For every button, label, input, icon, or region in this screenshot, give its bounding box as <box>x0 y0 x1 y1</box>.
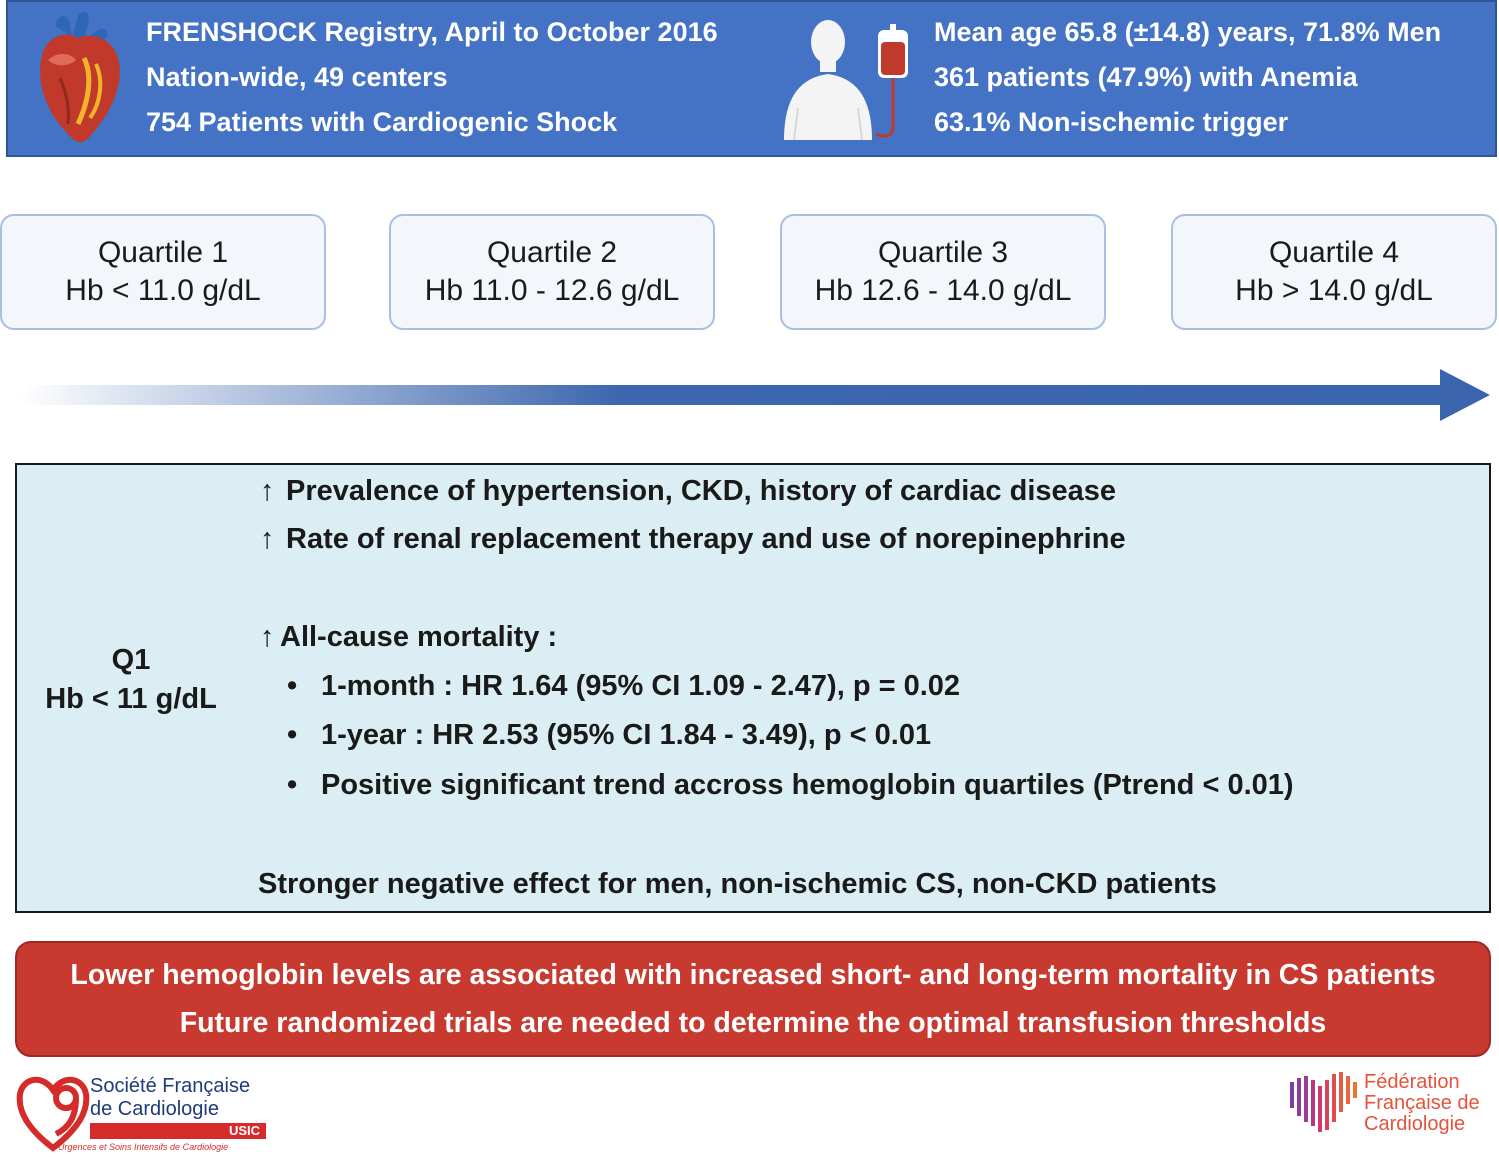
conclusion-line: Future randomized trials are needed to determine the optimal transfusion thresholds <box>179 1007 1327 1039</box>
mortality-bullet <box>287 719 931 752</box>
sfc-logo <box>14 1066 278 1156</box>
ffc-name-line: Française de <box>1364 1092 1480 1114</box>
bullet-text: Positive significant trend accross hemoglobin quartiles (Ptrend < 0.01) <box>321 769 1294 801</box>
header-line: 754 Patients with Cardiogenic Shock <box>146 107 618 137</box>
arrow-up-icon: ↑ <box>260 621 275 653</box>
registry-info <box>146 10 718 145</box>
increase-text: Prevalence of hypertension, CKD, history of cardiac disease <box>286 475 1117 507</box>
blood-bag-icon <box>864 24 924 142</box>
quartile-range: Hb > 14.0 g/dL <box>1235 274 1433 307</box>
q1-label <box>31 641 231 719</box>
ffc-name-line: Cardiologie <box>1364 1113 1466 1135</box>
q1-range: Hb < 11 g/dL <box>45 683 217 715</box>
mortality-heading <box>260 621 557 654</box>
subgroup-note: Stronger negative effect for men, non-ischemic CS, non-CKD patients <box>258 868 1217 900</box>
usic-badge: USIC <box>90 1123 266 1139</box>
sfc-name-line: Société Française <box>90 1075 251 1097</box>
arrow-up-icon: ↑ <box>260 523 275 555</box>
bullet-text: 1-year : HR 2.53 (95% CI 1.84 - 3.49), p < 0.01 <box>321 719 932 751</box>
quartile-range: Hb 12.6 - 14.0 g/dL <box>814 274 1072 307</box>
increase-text: Rate of renal replacement therapy and use of norepinephrine <box>286 523 1126 555</box>
mortality-bullet <box>287 670 960 703</box>
findings-panel <box>15 463 1491 913</box>
quartile-name: Quartile 3 <box>877 236 1009 269</box>
arrow-up-icon: ↑ <box>260 475 275 507</box>
quartile-4-box <box>1171 214 1497 330</box>
quartile-name: Quartile 4 <box>1268 236 1400 269</box>
header-line: FRENSHOCK Registry, April to October 2016 <box>146 17 718 47</box>
ffc-logo <box>1288 1072 1488 1142</box>
header-banner <box>6 0 1497 157</box>
sfc-tagline: Urgences et Soins Intensifs de Cardiologie <box>58 1142 229 1152</box>
header-line: Nation-wide, 49 centers <box>146 62 448 92</box>
q1-title: Q1 <box>111 644 151 676</box>
heart-icon <box>26 8 132 148</box>
bullet-icon: • <box>287 719 298 751</box>
header-line: 63.1% Non-ischemic trigger <box>934 107 1289 137</box>
conclusion-box <box>15 941 1491 1057</box>
bullet-icon: • <box>287 769 298 801</box>
mortality-heading-text: All-cause mortality : <box>280 621 558 653</box>
quartile-1-box <box>0 214 326 330</box>
mortality-bullet <box>287 769 1294 802</box>
quartile-3-box <box>780 214 1106 330</box>
increase-item <box>260 475 1116 508</box>
bullet-icon: • <box>287 670 298 702</box>
bullet-text: 1-month : HR 1.64 (95% CI 1.09 - 2.47), p = 0.02 <box>321 670 961 702</box>
ffc-name-line: Fédération <box>1364 1071 1460 1093</box>
sfc-name-line: de Cardiologie <box>90 1098 219 1120</box>
quartile-name: Quartile 1 <box>97 236 229 269</box>
quartile-2-box <box>389 214 715 330</box>
increase-item <box>260 523 1126 556</box>
quartile-range: Hb < 11.0 g/dL <box>65 274 261 307</box>
header-line: Mean age 65.8 (±14.8) years, 71.8% Men <box>934 17 1442 47</box>
conclusion-line: Lower hemoglobin levels are associated with increased short- and long-term mortality in CS patients <box>70 959 1436 991</box>
ffc-heart-bars-icon <box>1288 1072 1362 1134</box>
population-info <box>934 10 1441 145</box>
quartile-name: Quartile 2 <box>486 236 618 269</box>
gradient-arrow-icon <box>20 366 1492 424</box>
quartile-range: Hb 11.0 - 12.6 g/dL <box>424 274 680 307</box>
header-line: 361 patients (47.9%) with Anemia <box>934 62 1358 92</box>
